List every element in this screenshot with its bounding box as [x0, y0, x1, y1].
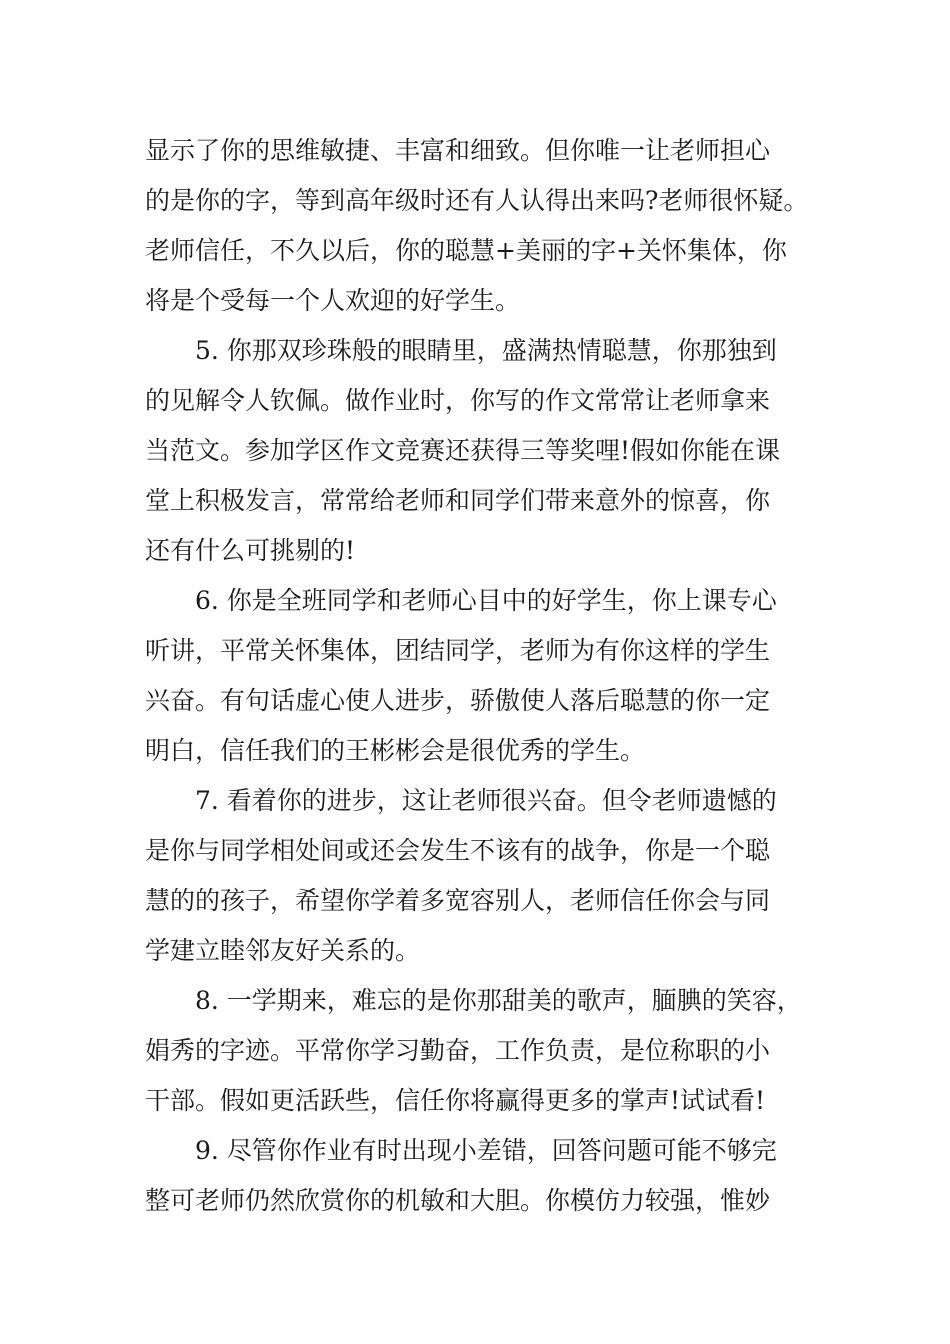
- text-line: 的见解令人钦佩。做作业时，你写的作文常常让老师拿来: [145, 386, 771, 415]
- text-line: 将是个受每一个人欢迎的好学生。: [145, 286, 521, 315]
- paragraph-start-line: 8. 一学期来，难忘的是你那甜美的歌声，腼腆的笑容，: [195, 986, 802, 1015]
- paragraph-start-line: 6. 你是全班同学和老师心目中的好学生，你上课专心: [195, 586, 777, 615]
- text-line: 整可老师仍然欣赏你的机敏和大胆。你模仿力较强，惟妙: [145, 1186, 771, 1215]
- text-line: 的是你的字，等到高年级时还有人认得出来吗?老师很怀疑。: [145, 186, 809, 215]
- text-line: 干部。假如更活跃些，信任你将赢得更多的掌声!试试看!: [145, 1086, 766, 1115]
- text-line: 显示了你的思维敏捷、丰富和细致。但你唯一让老师担心: [145, 136, 771, 165]
- text-line: 兴奋。有句话虚心使人进步，骄傲使人落后聪慧的你一定: [145, 686, 771, 715]
- paragraph-start-line: 7. 看着你的进步，这让老师很兴奋。但令老师遗憾的: [195, 786, 777, 815]
- paragraph-start-line: 5. 你那双珍珠般的眼睛里，盛满热情聪慧，你那独到: [195, 336, 777, 365]
- text-line: 当范文。参加学区作文竞赛还获得三等奖哩!假如你能在课: [145, 436, 781, 465]
- text-line: 还有什么可挑剔的!: [145, 536, 356, 565]
- text-line: 听讲，平常关怀集体，团结同学，老师为有你这样的学生: [145, 636, 771, 665]
- text-line: 学建立睦邻友好关系的。: [145, 936, 421, 965]
- text-line: 娟秀的字迹。平常你学习勤奋，工作负责，是位称职的小: [145, 1036, 771, 1065]
- text-line: 堂上积极发言，常常给老师和同学们带来意外的惊喜，你: [145, 486, 771, 515]
- text-line: 是你与同学相处间或还会发生不该有的战争，你是一个聪: [145, 836, 771, 865]
- paragraph-start-line: 9. 尽管你作业有时出现小差错，回答问题可能不够完: [195, 1136, 777, 1165]
- text-line: 明白，信任我们的王彬彬会是很优秀的学生。: [145, 736, 646, 765]
- text-line: 老师信任，不久以后，你的聪慧+美丽的字+关怀集体，你: [145, 236, 787, 265]
- body-text: [145, 126, 810, 1226]
- text-line: 慧的的孩子，希望你学着多宽容别人，老师信任你会与同: [145, 886, 771, 915]
